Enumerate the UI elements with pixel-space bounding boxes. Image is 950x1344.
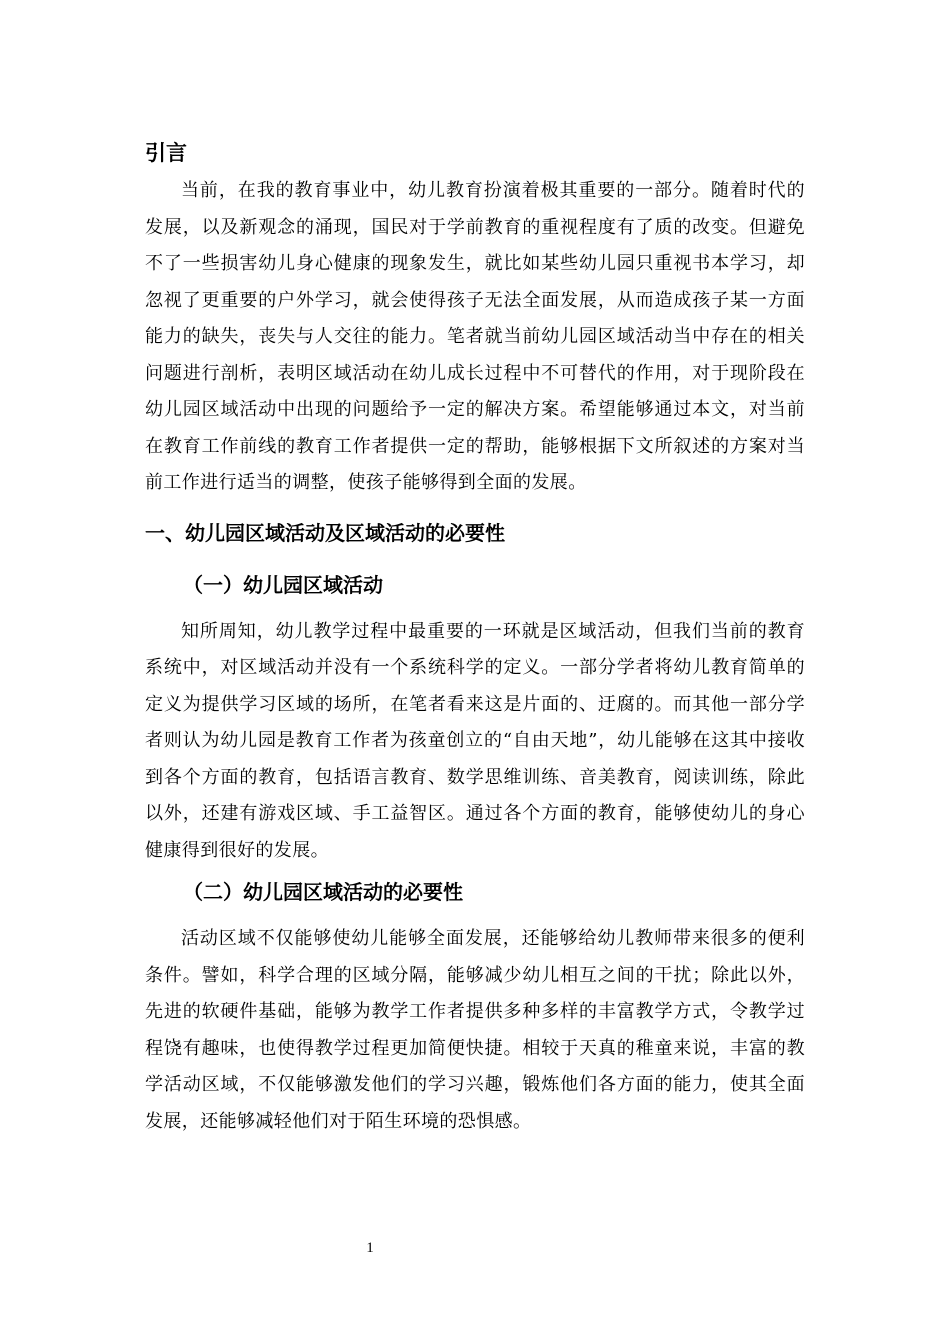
intro-paragraph: 当前，在我的教育事业中，幼儿教育扮演着极其重要的一部分。随着时代的发展，以及新观念的涌现，国民对于学前教育的重视程度有了质的改变。但避免不了一些损害幼儿身心健康的现象发生，就比如某些幼儿园只重视书本学习，却忽视了更重要的户外学习，就会使得孩子无法全面发展，从而造成孩子某一方面能力的缺失，丧失与人交往的能力。笔者就当前幼儿园区域活动当中存在的相关问题进行剖析，表明区域活动在幼儿成长过程中不可替代的作用，对于现阶段在幼儿园区域活动中出现的问题给予一定的解决方案。希望能够通过本文，对当前在教育工作前线的教育工作者提供一定的帮助，能够根据下文所叙述的方案对当前工作进行适当的调整，使孩子能够得到全面的发展。 (145, 180, 805, 493)
section1-heading: 一、幼儿园区域活动及区域活动的必要性 (145, 520, 505, 545)
subsection2-heading: （二）幼儿园区域活动的必要性 (183, 880, 463, 904)
page-number: 1 (366, 1240, 374, 1256)
subsection1-heading: （一）幼儿园区域活动 (183, 572, 383, 597)
intro-heading: 引言 (145, 141, 187, 165)
subsection1-paragraph: 知所周知，幼儿教学过程中最重要的一环就是区域活动，但我们当前的教育系统中，对区域活动并没有一个系统科学的定义。一部分学者将幼儿教育简单的定义为提供学习区域的场所，在笔者看来这是片面的、迂腐的。而其他一部分学者则认为幼儿园是教育工作者为孩童创立的“自由天地”，幼儿能够在这其中接收到各个方面的教育，包括语言教育、数学思维训练、音美教育，阅读训练，除此以外，还建有游戏区域、手工益智区。通过各个方面的教育，能够使幼儿的身心健康得到很好的发展。 (145, 620, 805, 861)
subsection2-paragraph: 活动区域不仅能够使幼儿能够全面发展，还能够给幼儿教师带来很多的便利条件。譬如，科学合理的区域分隔，能够减少幼儿相互之间的干扰；除此以外，先进的软硬件基础，能够为教学工作者提供多种多样的丰富教学方式，令教学过程饶有趣味，也使得教学过程更加简便快捷。相较于天真的稚童来说，丰富的教学活动区域，不仅能够激发他们的学习兴趣，锻炼他们各方面的能力，使其全面发展，还能够减轻他们对于陌生环境的恐惧感。 (145, 928, 805, 1132)
document-body (145, 133, 805, 1140)
